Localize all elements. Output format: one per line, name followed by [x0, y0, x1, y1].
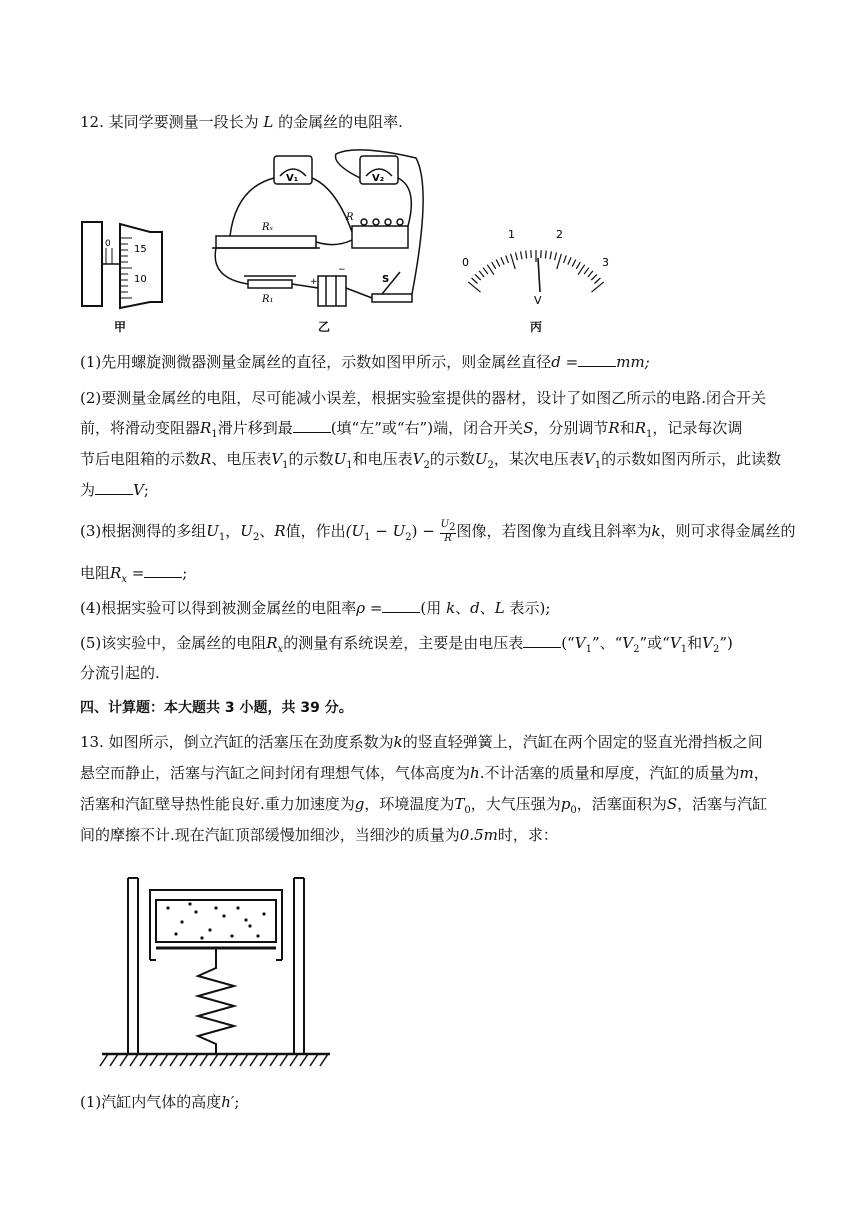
- dial-tick: [468, 282, 480, 292]
- sand-dot: [256, 934, 259, 937]
- ground-hatch-line: [120, 1054, 128, 1066]
- cylinder-spring-figure: [98, 872, 338, 1074]
- circuit-label-r: R: [346, 212, 354, 223]
- answer-blank-resistivity[interactable]: [382, 598, 420, 613]
- dial-tick: [557, 254, 562, 269]
- ground-hatch-line: [140, 1054, 148, 1066]
- q13-line1: 13. 如图所示，倒立汽缸的活塞压在劲度系数为k的竖直轻弹簧上，汽缸在两个固定的竖直光滑挡板之间: [80, 733, 763, 751]
- ground-hatch-line: [290, 1054, 298, 1066]
- q12-part5-line1: (5)该实验中，金属丝的电阻$R_x$的测量有系统误差，主要是由电压表 (“$V_1$”、“$V_2$”或“$V_1$和$V_2$”): [80, 634, 733, 655]
- dial-tick: [506, 255, 509, 263]
- circuit-label-r1: R₁: [262, 294, 274, 305]
- dial-tick: [531, 250, 532, 258]
- ground-hatch-line: [320, 1054, 328, 1066]
- circuit-figure: [206, 148, 436, 316]
- ground-hatch-line: [110, 1054, 118, 1066]
- ground-hatch-line: [130, 1054, 138, 1066]
- sand-dot: [222, 914, 225, 917]
- circuit-label-rx: Rₓ: [262, 222, 274, 233]
- q12-part3-line1: (3)根据测得的多组$U_1$，$U_2$、R值，作出$(U_1 - U_2)$ − $\frac{U_2}{R}$ 图像，若图像为直线且斜率为k，则可求得金属丝的: [80, 519, 796, 544]
- circuit-label-plus: +: [310, 277, 318, 287]
- q12-part2-line1: (2)要测量金属丝的电阻，尽可能减小误差，根据实验室提供的器材，设计了如图乙所示的电路.闭合开关: [80, 389, 767, 407]
- dial-tick: [492, 262, 496, 269]
- dial-tick: [584, 268, 589, 274]
- voltmeter-dial-figure: [456, 226, 616, 308]
- ground-hatch-line: [170, 1054, 178, 1066]
- dial-tick: [555, 252, 557, 260]
- dial-tick: [578, 265, 585, 275]
- sand-dot: [180, 920, 183, 923]
- dial-tick: [576, 262, 580, 269]
- ground-hatch-line: [240, 1054, 248, 1066]
- ground-hatch-line: [250, 1054, 258, 1066]
- sand-dot: [214, 906, 217, 909]
- dial-tick: [550, 251, 551, 259]
- figure-caption-jia: 甲: [114, 320, 127, 334]
- dial-tick: [511, 254, 516, 269]
- sand-dot: [262, 912, 265, 915]
- q12-part2-line2: 前，将滑动变阻器$R_1$滑片移到最 (填“左”或“右”)端，闭合开关S，分别调节R和$R_1$，记录每次调: [80, 419, 743, 440]
- sand-dot: [200, 936, 203, 939]
- sand-dot: [208, 928, 211, 931]
- q13-line4: 间的摩擦不计.现在汽缸顶部缓慢加细沙，当细沙的质量为0.5m时，求：: [80, 826, 558, 844]
- dial-label-1: 1: [508, 228, 515, 241]
- circuit-label-minus: −: [338, 265, 346, 275]
- ground-hatch-line: [300, 1054, 308, 1066]
- figure-caption-yi: 乙: [318, 320, 331, 334]
- dial-tick: [487, 265, 494, 275]
- ground-hatch-line: [280, 1054, 288, 1066]
- answer-blank-resistance[interactable]: [144, 563, 182, 578]
- ground-hatch-line: [190, 1054, 198, 1066]
- q13-line2: 悬空而静止，活塞与汽缸之间封闭有理想气体，气体高度为h.不计活塞的质量和厚度，汽缸的质量为m，: [80, 764, 769, 782]
- q12-part4: (4)根据实验可以得到被测金属丝的电阻率ρ = (用 k、d、L 表示);: [80, 599, 551, 617]
- dial-label-0: 0: [462, 256, 469, 269]
- dial-tick: [595, 278, 601, 284]
- dial-tick: [564, 255, 567, 263]
- dial-tick: [501, 257, 504, 264]
- dial-tick: [483, 268, 488, 274]
- micrometer-tick-15: 15: [134, 244, 147, 255]
- sand-dot: [194, 910, 197, 913]
- dial-tick: [472, 278, 478, 284]
- figure-caption-bing: 丙: [530, 320, 543, 334]
- sand-dot: [230, 934, 233, 937]
- dial-label-2: 2: [556, 228, 563, 241]
- dial-tick: [545, 251, 546, 259]
- circuit-label-v1: V₁: [286, 173, 299, 184]
- micrometer-figure: [80, 218, 170, 310]
- ground-hatch-line: [100, 1054, 108, 1066]
- q12-stem: 12. 某同学要测量一段长为 L 的金属丝的电阻率.: [80, 113, 403, 131]
- ground-hatch-line: [260, 1054, 268, 1066]
- answer-blank-voltage-reading[interactable]: [95, 480, 133, 495]
- sand-dot: [166, 906, 169, 909]
- dial-tick: [526, 251, 527, 259]
- sand-dot: [188, 902, 191, 905]
- dial-tick: [475, 274, 481, 280]
- section-heading: 四、计算题：本大题共 3 小题，共 39 分。: [80, 700, 353, 716]
- dial-tick: [572, 260, 576, 267]
- fraction-u2-over-r: $\frac{U_2}{R}$: [440, 519, 456, 544]
- dial-tick: [541, 250, 542, 258]
- answer-blank-diameter[interactable]: [578, 352, 616, 367]
- dial-tick: [592, 282, 604, 292]
- q12-part2-line3: 节后电阻箱的示数R、电压表$V_1$的示数$U_1$和电压表$V_2$的示数$U_2$，某次电压表$V_1$的示数如图丙所示，此读数: [80, 450, 782, 471]
- dial-tick: [568, 257, 571, 264]
- dial-tick: [591, 274, 597, 280]
- circuit-label-s: S: [382, 274, 390, 285]
- dial-tick: [479, 271, 484, 277]
- dial-tick: [521, 251, 522, 259]
- q12-part2-line4: 为 V;: [80, 481, 149, 499]
- ground-hatch-line: [210, 1054, 218, 1066]
- sand-dot: [174, 932, 177, 935]
- ground-hatch-line: [230, 1054, 238, 1066]
- circuit-label-v2: V₂: [372, 173, 385, 184]
- q13-line3: 活塞和汽缸壁导热性能良好.重力加速度为g，环境温度为$T_0$，大气压强为$p_0$，活塞面积为S，活塞与汽缸: [80, 795, 768, 816]
- dial-tick: [496, 260, 500, 267]
- sand-dot: [244, 918, 247, 921]
- dial-label-3: 3: [602, 256, 609, 269]
- q12-part3-line2: 电阻$R_x$ = ;: [80, 564, 188, 585]
- micrometer-zero: 0: [105, 239, 111, 249]
- ground-hatch-line: [180, 1054, 188, 1066]
- ground-hatch-line: [200, 1054, 208, 1066]
- micrometer-tick-10: 10: [134, 274, 147, 285]
- sand-dot: [248, 924, 251, 927]
- dial-tick: [588, 271, 593, 277]
- q13-sub1: (1)汽缸内气体的高度h′;: [80, 1093, 240, 1111]
- q12-part1: (1)先用螺旋测微器测量金属丝的直径，示数如图甲所示，则金属丝直径d = mm;: [80, 353, 650, 371]
- ground-hatch-line: [160, 1054, 168, 1066]
- answer-blank-rheostat-end[interactable]: [293, 418, 331, 433]
- q12-part5-line2: 分流引起的.: [80, 664, 160, 682]
- ground-hatch-line: [150, 1054, 158, 1066]
- sand-dot: [236, 906, 239, 909]
- dial-unit: V: [534, 294, 542, 307]
- ground-hatch-line: [270, 1054, 278, 1066]
- ground-hatch-line: [220, 1054, 228, 1066]
- dial-tick: [516, 252, 518, 260]
- ground-hatch-line: [310, 1054, 318, 1066]
- answer-blank-voltmeter[interactable]: [523, 633, 561, 648]
